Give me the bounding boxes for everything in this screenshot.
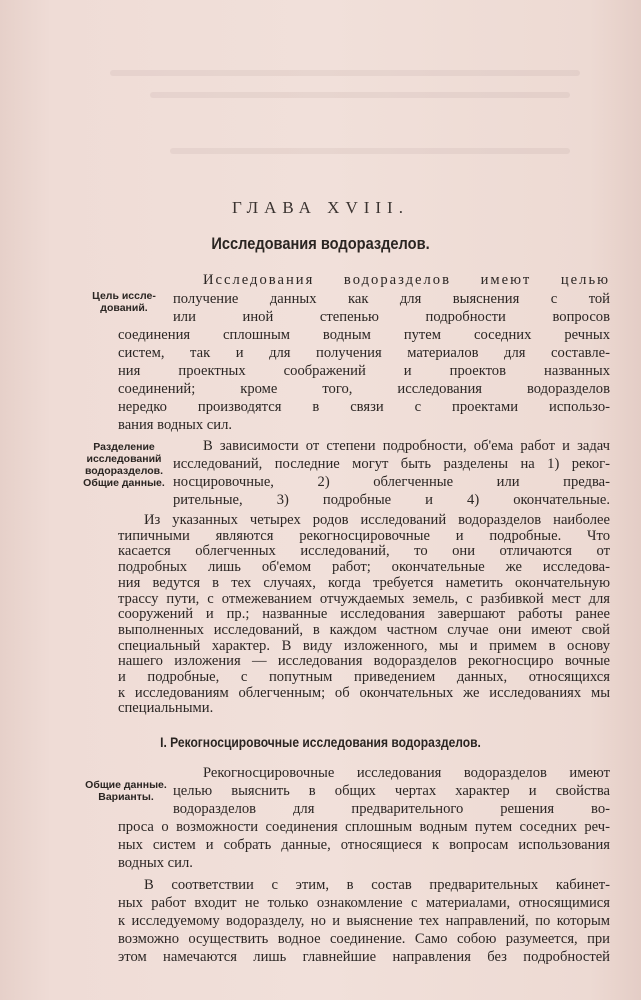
section-heading: I. Рекогносцировочные исследования водоразделов. <box>160 734 481 750</box>
chapter-heading: ГЛАВА XVIII. <box>232 198 409 217</box>
text-line: сооружений и пр.; названные исследования завершают работы ранее <box>118 606 610 623</box>
chapter-title: Исследования водоразделов. <box>211 234 430 253</box>
text-line: специальный характер. В виду изложенного, мы и примем в основу <box>118 637 610 654</box>
text-line: В соответствии с этим, в состав предварительных кабинет- <box>144 877 610 893</box>
text-line: носцировочные, 2) облегченные или предва- <box>173 474 610 490</box>
text-line: исследований, последние могут быть разделены на 1) реког- <box>173 456 610 472</box>
margin-note-line: Варианты. <box>98 791 154 803</box>
bleed-through-line <box>150 92 570 98</box>
text-line: к исследуемому водоразделу, но и выяснение тех направлений, по которым <box>118 913 610 929</box>
margin-note-line: Общие данные. <box>85 779 167 791</box>
text-line: к исследованиям облегченным; об окончательных же исследованиях мы <box>118 684 610 701</box>
text-line: В зависимости от степени подробности, об'ема работ и задач <box>203 438 610 454</box>
text-line: получение данных как для выяснения с той <box>173 291 610 307</box>
margin-note-division <box>80 441 168 489</box>
margin-note-line: исследований <box>86 453 162 465</box>
margin-note-line: Разделение <box>93 441 155 453</box>
text-line: систем, так и для получения материалов для составле- <box>118 345 610 361</box>
text-line: или иной степенью подробности вопросов <box>173 309 610 325</box>
text-line: специальными. <box>118 700 214 717</box>
bleed-through-line <box>110 70 580 76</box>
text-line: целью выяснить в общих чертах характер и свойства <box>173 783 610 799</box>
text-line: нередко производятся в связи с проектами использо- <box>118 399 610 415</box>
text-line: нашего изложения — исследования водоразделов рекогносциро вочные <box>118 653 610 670</box>
text-line: ния проектных соображений и проектов названных <box>118 363 610 379</box>
text-line: ных систем и собрать данные, относящиеся к вопросам использования <box>118 837 610 853</box>
margin-note-general <box>78 779 174 803</box>
text-line: проса о возможности соединения сплошным водным путем соседних реч- <box>118 819 610 835</box>
text-line: Исследования водоразделов имеют целью <box>203 272 610 288</box>
text-line: водных сил. <box>118 855 193 871</box>
text-line: соединения сплошным водным путем соседних речных <box>118 327 610 343</box>
text-line: и подробные, с попутным приведением данных, относящихся <box>118 669 610 685</box>
text-line: рительные, 3) подробные и 4) окончательные. <box>173 492 610 508</box>
margin-note-line: Цель иссле- <box>92 290 156 302</box>
text-line: Рекогносцировочные исследования водоразделов имеют <box>203 765 610 781</box>
text-line: соединений; кроме того, исследования водоразделов <box>118 381 610 397</box>
text-line: выполненных исследований, в каждом частном случае они имеют свой <box>118 621 610 638</box>
text-line: ния ведутся в тех случаях, когда требуется наметить окончательную <box>118 574 610 591</box>
text-line: типичными являются рекогносцировочные и подробные. Что <box>118 527 610 544</box>
margin-note-purpose <box>84 290 164 314</box>
bleed-through-line <box>170 148 570 154</box>
text-line: трассу пути, с отмежеванием отчуждаемых земель, с разбивкой мест для <box>118 590 610 607</box>
text-line: подробных лишь об'емом работ; окончательные же исследова- <box>118 559 610 576</box>
margin-note-line: дований. <box>100 302 148 314</box>
text-line: водоразделов для предварительного решения во- <box>173 801 610 817</box>
text-line: ных работ входит не только ознакомление с материалами, относящимися <box>118 895 610 911</box>
text-line: касается облегченных исследований, то они отличаются от <box>118 543 610 560</box>
margin-note-line: водоразделов. <box>84 465 164 477</box>
text-line: возможно осуществить водное соединение. Само собою разумеется, при <box>118 931 610 947</box>
text-line: этом намечаются лишь главнейшие направления без подробностей <box>118 949 610 965</box>
text-line: Из указанных четырех родов исследований водоразделов наиболее <box>144 512 610 528</box>
text-line: вания водных сил. <box>118 417 233 433</box>
margin-note-line: Общие данные. <box>83 477 165 489</box>
